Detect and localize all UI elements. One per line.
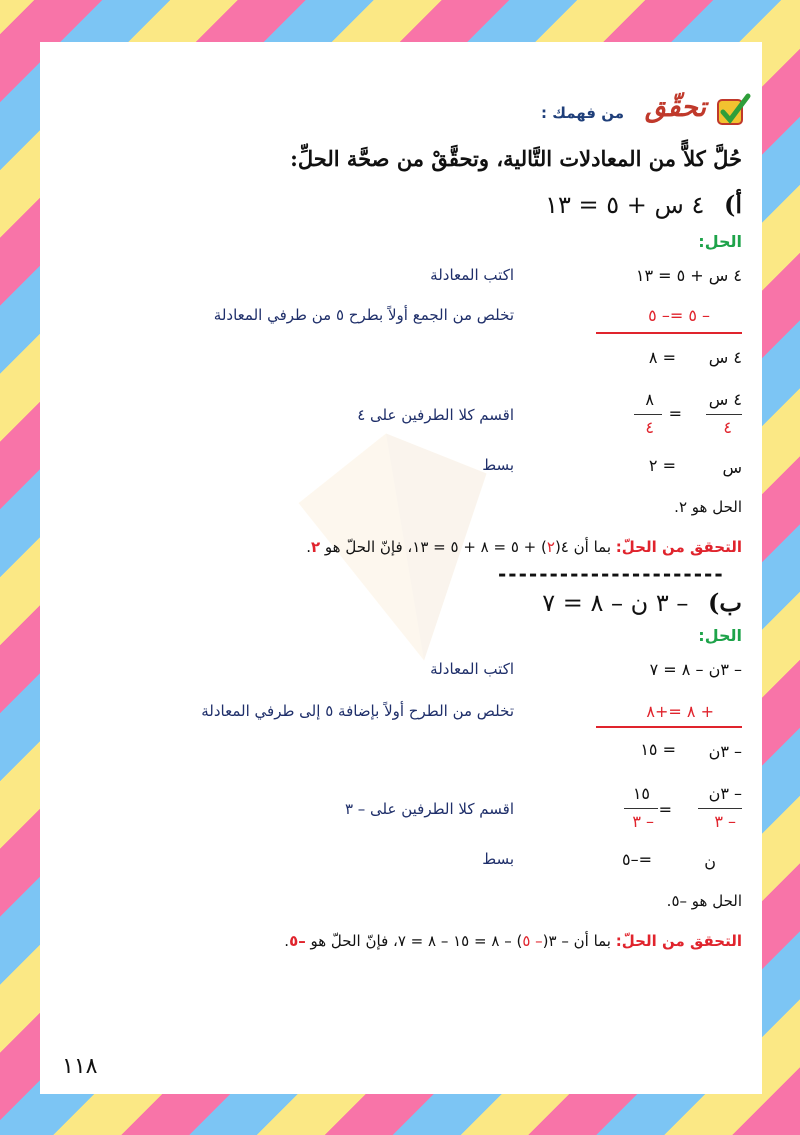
- part-a-equation: ٤ س + ٥ = ١٣: [545, 191, 705, 219]
- part-b-check-text-1: بما أن – ٣(: [542, 932, 616, 950]
- part-b-check-text-2: ) – ٨ = ١٥ – ٨ = ٧، فإنّ الحلّ هو: [305, 932, 523, 950]
- part-a-row-2-step: تخلص من الجمع أولاً بطرح ٥ من طرفي المعادلة: [213, 306, 514, 324]
- part-b-fraction-left-denominator: – ٣: [714, 812, 736, 831]
- part-b-equation: – ٣ ن – ٨ = ٧: [542, 589, 689, 617]
- part-a-check: [306, 538, 742, 556]
- part-a-solution-label: الحل:: [698, 232, 742, 251]
- section-divider: ----------------------: [498, 562, 725, 586]
- part-a-row-3-right: = ٨: [648, 348, 676, 367]
- part-a-fraction-right-bar: [634, 414, 662, 415]
- part-b-check-end: .: [284, 932, 290, 950]
- part-a-row-1-math: ٤ س + ٥ = ١٣: [635, 266, 742, 285]
- part-b-fraction-equals: =: [658, 800, 672, 819]
- part-a-fraction-right-numerator: ٨: [645, 390, 654, 409]
- check-understanding-header: [542, 92, 752, 132]
- part-a-red-underline: [596, 332, 742, 334]
- part-b-row-3-left: – ٣ن: [708, 742, 742, 761]
- part-a-fraction-equals: =: [668, 404, 682, 423]
- part-a-row-5-right: = ٢: [648, 456, 676, 475]
- part-a-check-value: ٢: [546, 538, 555, 556]
- part-a-row-1-step: اكتب المعادلة: [430, 266, 514, 284]
- part-a-row-2-math: – ٥ =– ٥: [648, 306, 710, 325]
- part-a-row-3-left: ٤ س: [708, 348, 742, 367]
- part-b-fraction-right-denominator: – ٣: [632, 812, 654, 831]
- part-b-red-underline: [596, 726, 742, 728]
- header-title: تحقّق: [644, 92, 706, 123]
- part-a-fraction-right-denominator: ٤: [645, 418, 654, 437]
- part-a-check-result: ٢: [311, 538, 321, 556]
- checkmark-icon: [714, 92, 752, 130]
- part-a-answer: الحل هو ٢.: [674, 498, 742, 516]
- part-b-row-4-step: اقسم كلا الطرفين على – ٣: [344, 800, 514, 818]
- part-b-fraction-right-bar: [624, 808, 658, 809]
- part-b-check: [284, 932, 742, 950]
- part-b-answer: الحل هو –٥.: [666, 892, 742, 910]
- part-b-row-5-step: بسط: [482, 850, 514, 868]
- part-a-label: أ): [723, 190, 742, 219]
- part-b-row-5-right: =–٥: [622, 850, 652, 869]
- part-a-fraction-left-bar: [706, 414, 742, 415]
- part-b-fraction-left-numerator: – ٣ن: [708, 784, 742, 803]
- part-b-row-3-right: = ١٥: [640, 740, 676, 759]
- part-b-row-1-step: اكتب المعادلة: [430, 660, 514, 678]
- part-a-check-text-2: ) + ٥ = ٨ + ٥ = ١٣، فإنّ الحلّ هو: [320, 538, 547, 556]
- part-b-solution-label: الحل:: [698, 626, 742, 645]
- part-b-label: ب): [708, 588, 742, 617]
- part-a-check-label: التحقق من الحلّ:: [615, 538, 742, 556]
- page-number: ١١٨: [62, 1054, 98, 1079]
- part-a-check-text-1: بما أن ٤(: [554, 538, 616, 556]
- part-a-row-4-step: اقسم كلا الطرفين على ٤: [357, 406, 514, 424]
- part-b-fraction-right-numerator: ١٥: [632, 784, 650, 803]
- instruction-text: حُلَّ كلاًّ من المعادلات التَّالية، وتحقَّقْ من صحَّة الحلِّ:: [290, 146, 742, 171]
- part-b-row-5-left: ن: [704, 852, 716, 871]
- part-a-fraction-left-numerator: ٤ س: [708, 390, 742, 409]
- part-b-check-result: –٥: [289, 932, 306, 950]
- part-a-fraction-left-denominator: ٤: [723, 418, 732, 437]
- part-a-row-5-step: بسط: [482, 456, 514, 474]
- part-b-check-value: – ٥: [522, 932, 543, 950]
- part-b-heading: [542, 588, 742, 617]
- page-sheet: [40, 42, 762, 1094]
- part-a-check-end: .: [306, 538, 311, 556]
- part-a-row-5-left: س: [722, 458, 742, 477]
- part-a-heading: [545, 190, 742, 219]
- part-b-fraction-left-bar: [698, 808, 742, 809]
- part-b-check-label: التحقق من الحلّ:: [615, 932, 742, 950]
- header-subtitle: من فهمك :: [541, 104, 624, 122]
- part-b-row-2-math: + ٨ =+٨: [646, 702, 714, 721]
- part-b-row-2-step: تخلص من الطرح أولاً بإضافة ٥ إلى طرفي المعادلة: [201, 702, 514, 720]
- part-b-row-1-math: – ٣ن – ٨ = ٧: [649, 660, 742, 679]
